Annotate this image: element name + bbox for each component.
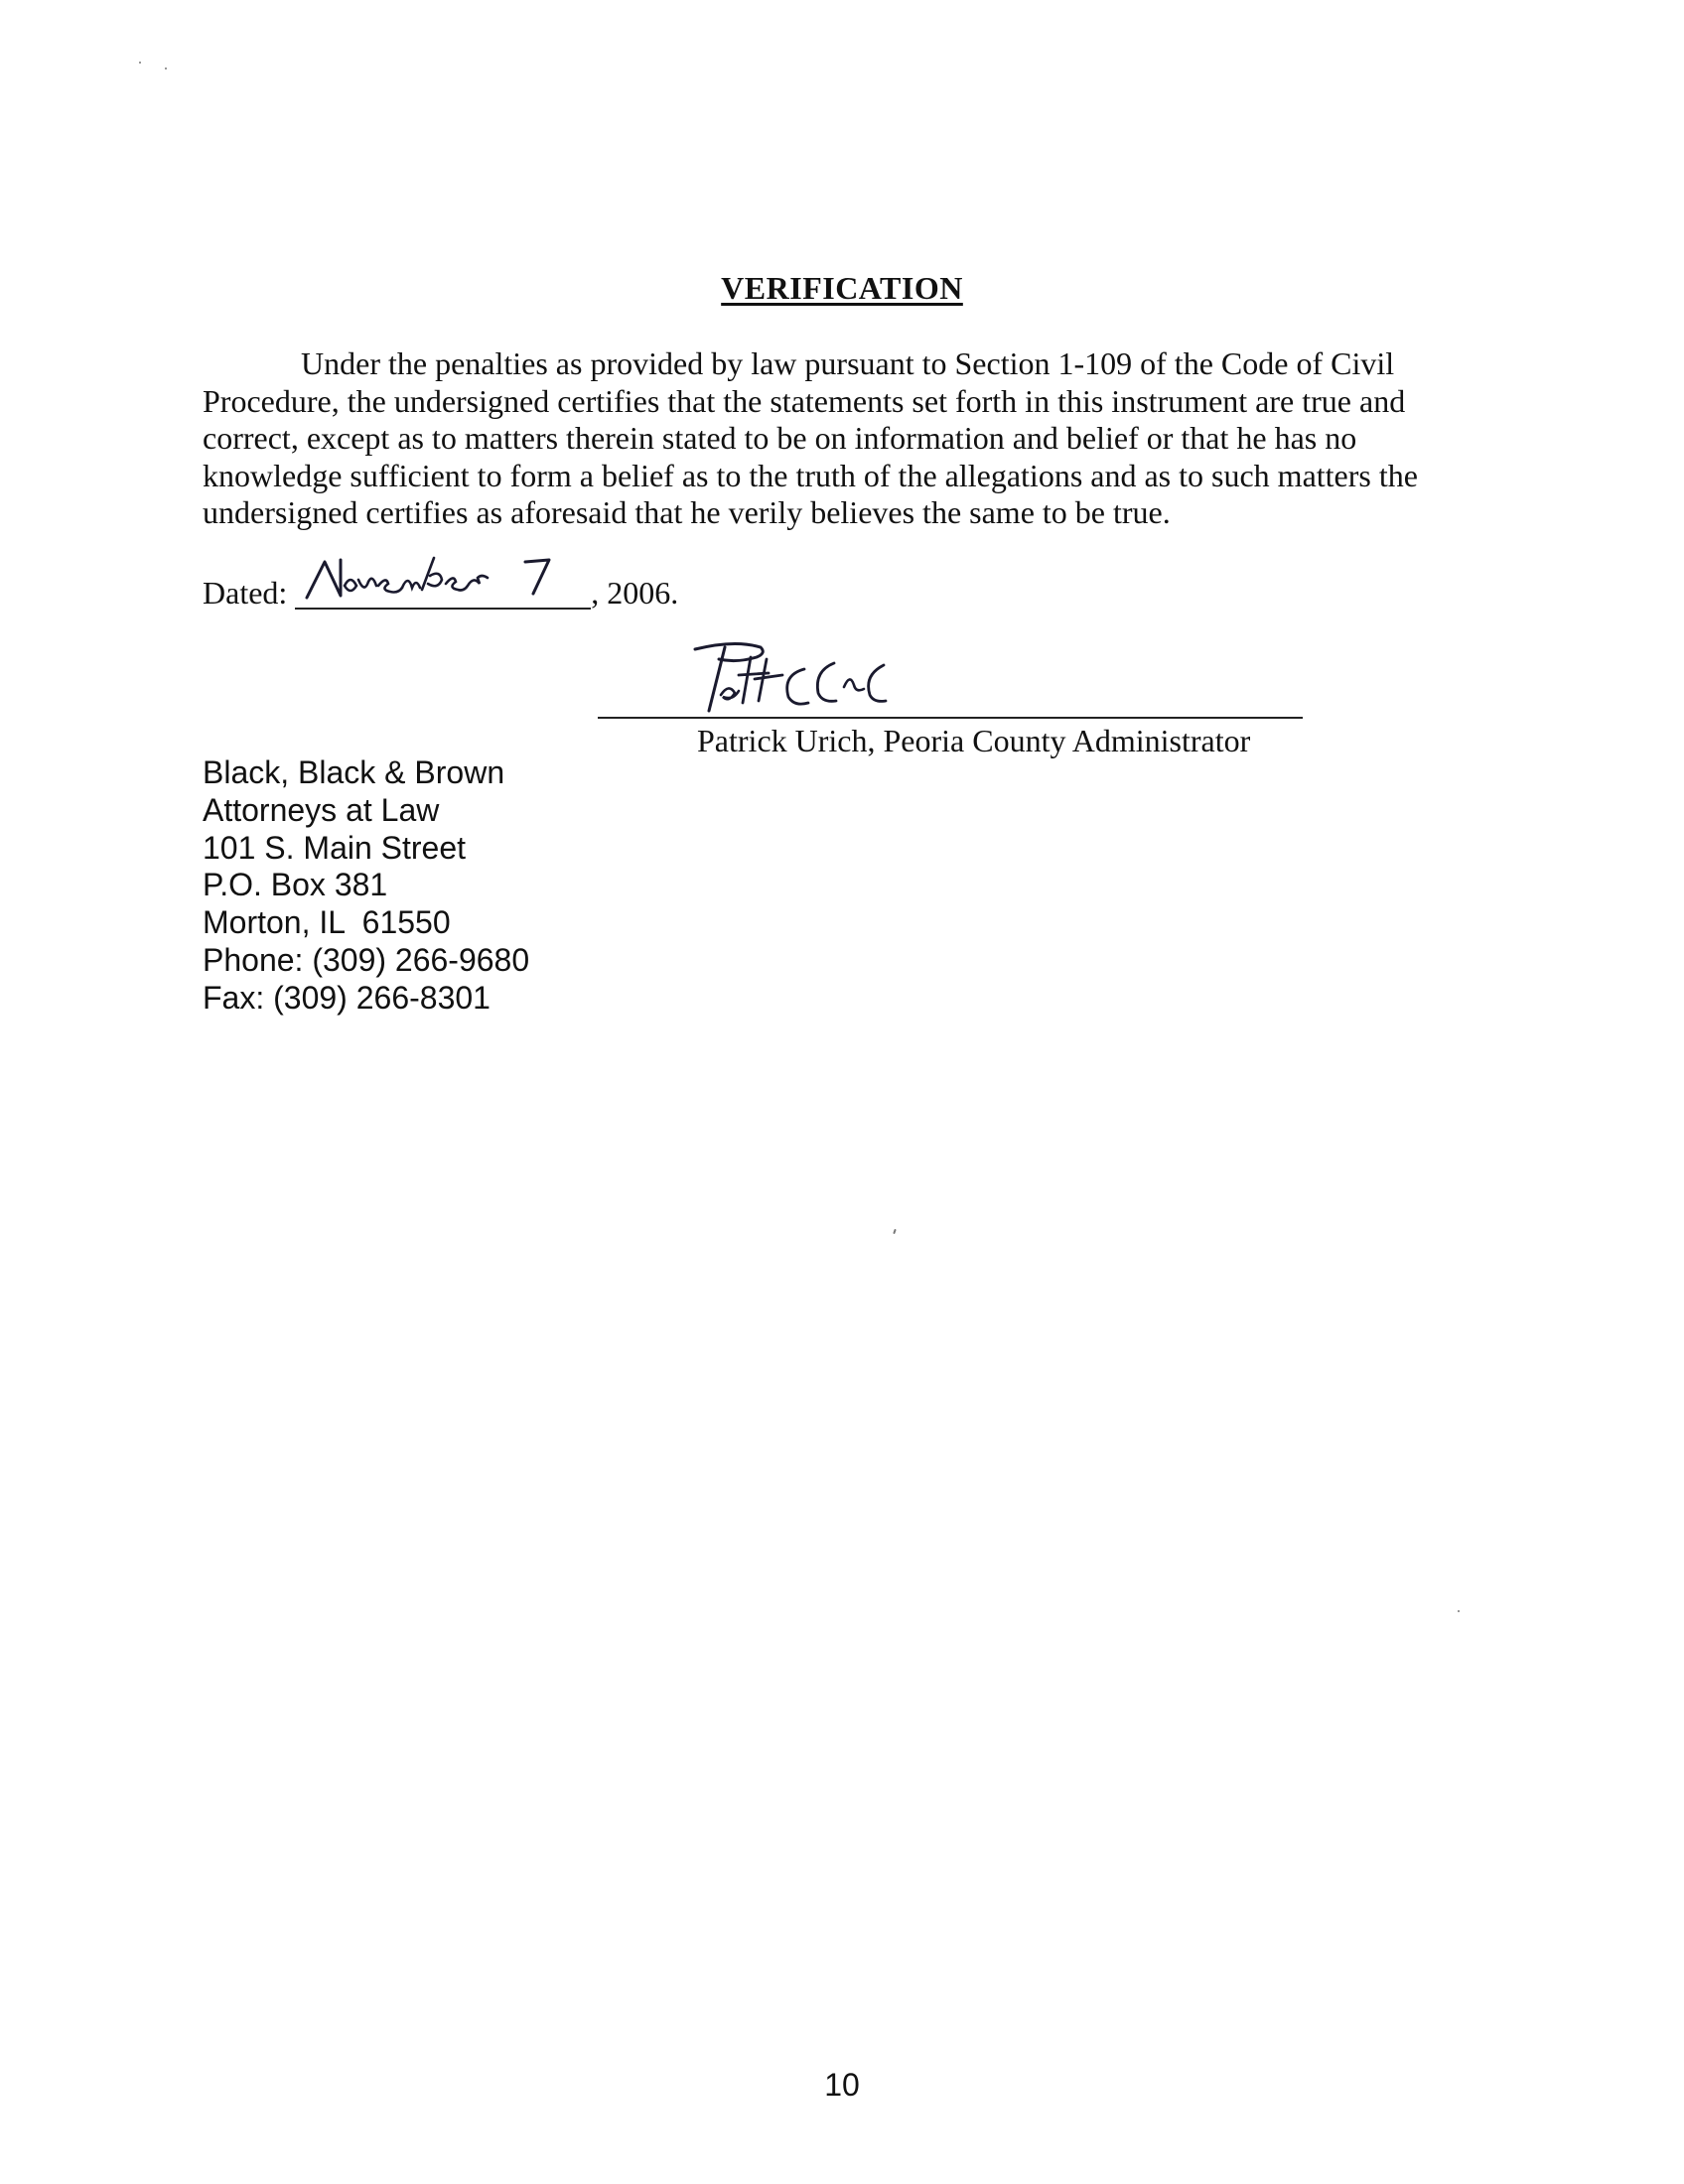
handwritten-date [295,568,591,604]
address-line: Black, Black & Brown [203,754,505,790]
dated-line [203,568,678,613]
address-line: Phone: (309) 266-9680 [203,941,530,978]
scan-speck [165,68,167,69]
dated-label: Dated: [203,575,288,611]
dated-year: , 2006. [591,575,679,611]
handwritten-date-image [295,536,591,606]
verification-paragraph: Under the penalties as provided by law pursuant to Section 1-109 of the Code of Civil Procedure, the undersigned certifies that the statements set forth in this instrument are true and correct, except as to matters therein stated to be on information and belief or that he has no knowledge sufficient to form a belief as to the truth of the allegations and as to such matters the undersigned certifies as aforesaid that he verily believes the same to be true. [203,345,1418,530]
date-underline [295,608,591,610]
address-line: 101 S. Main Street [203,829,467,866]
signatory-name: Patrick Urich, Peoria County Administrator [697,723,1251,758]
scan-speck [893,1229,897,1234]
document-title: VERIFICATION [721,270,963,306]
scan-speck [139,62,141,64]
page-number: 10 [824,2067,860,2103]
signature-line [598,717,1303,719]
address-line: P.O. Box 381 [203,867,388,903]
signature-image [685,639,943,719]
address-line: Attorneys at Law [203,791,440,828]
scan-speck [1458,1610,1460,1612]
attorney-address-block [203,754,529,1018]
address-line: Morton, IL 61550 [203,904,451,941]
address-line: Fax: (309) 266-8301 [203,979,491,1016]
